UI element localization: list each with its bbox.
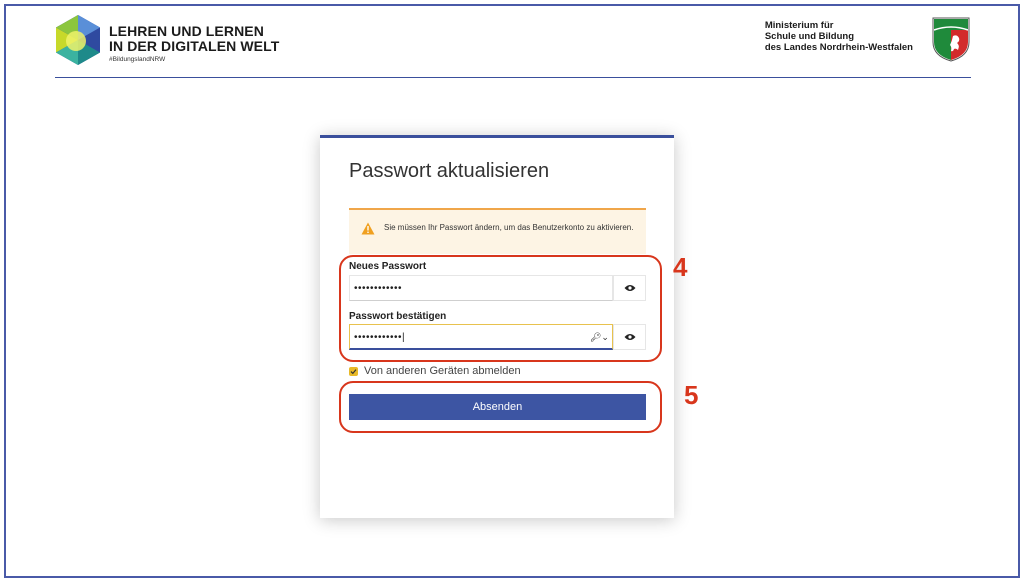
confirm-password-input[interactable]: ••••••••••••|	[349, 324, 613, 350]
logout-other-devices-row[interactable]	[349, 365, 521, 377]
annotation-box-submit	[339, 381, 662, 433]
logout-other-devices-label: Von anderen Geräten abmelden	[364, 365, 521, 377]
hexagon-logo-icon	[55, 14, 101, 66]
key-autofill-icon[interactable]: 🔑︎⌄	[590, 332, 609, 342]
new-password-label: Neues Passwort	[349, 261, 427, 272]
submit-button[interactable]: Absenden	[349, 394, 646, 420]
checkmark-icon	[350, 368, 357, 375]
annotation-box-password-fields	[339, 255, 662, 362]
ministry-line1: Ministerium für	[764, 20, 834, 31]
ministry-line2: Schule und Bildung	[764, 31, 855, 42]
platform-logo	[55, 14, 279, 66]
warning-alert	[349, 208, 646, 254]
annotation-number-4: 4	[673, 252, 688, 282]
logout-other-devices-checkbox[interactable]	[349, 367, 358, 376]
logo-hashtag: #BildungslandNRW	[109, 56, 166, 63]
ministry-line3: des Landes Nordrhein-Westfalen	[764, 42, 913, 53]
warning-triangle-icon	[361, 222, 375, 235]
new-password-input[interactable]: ••••••••••••	[349, 275, 613, 301]
logo-title-line1: LEHREN UND LERNEN	[109, 23, 264, 39]
page-title: Passwort aktualisieren	[349, 160, 550, 182]
warning-alert-text: Sie müssen Ihr Passwort ändern, um das Benutzerkonto zu aktivieren.	[384, 223, 634, 232]
ministry-logo	[765, 16, 971, 62]
nrw-crest-icon	[931, 16, 971, 62]
logo-title-line2: IN DER DIGITALEN WELT	[109, 38, 280, 54]
annotation-number-5: 5	[684, 380, 699, 410]
page-header	[55, 14, 971, 78]
confirm-password-label: Passwort bestätigen	[349, 311, 447, 322]
